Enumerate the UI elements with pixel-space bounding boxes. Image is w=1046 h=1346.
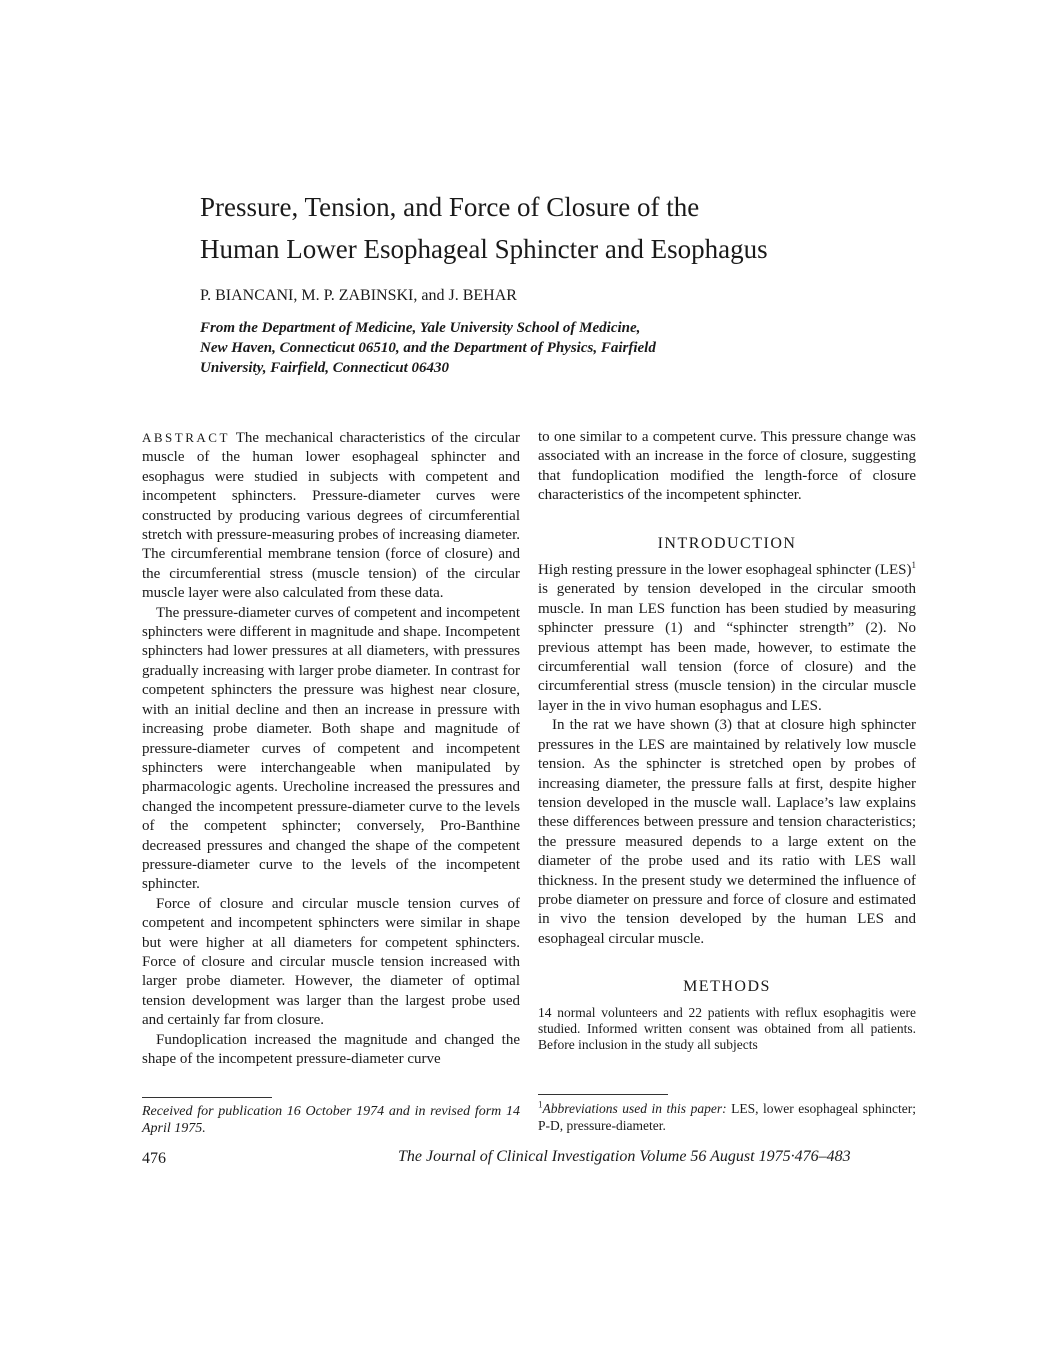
introduction-paragraph-2: In the rat we have shown (3) that at closure high sphincter pressures in the LES are maintained by relatively low muscle tension. As the sphincter is stretched open by probes of increasing diameter, the pressure falls at first, despite higher tension developed in the muscle wall. Laplace’s law explains these differences between pressure and tension characteristics; the pressure measured depends to a large extent on the diameter of the probe used and its ratio with LES wall thickness. In the present study we determined the influence of probe diameter on pressure and force of closure and estimated in vivo the tension developed by the human LES and esophageal circular muscle. <box>538 717 916 947</box>
page-number: 476 <box>142 1150 166 1167</box>
affiliation-line-2: New Haven, Connecticut 06510, and the Department of Physics, Fairfield <box>200 340 656 356</box>
abstract-paragraph-4: Fundoplication increased the magnitude and changed the shape of the incompetent pressure-diameter curve <box>142 1031 520 1067</box>
methods-heading: METHODS <box>683 978 771 996</box>
title-line-2: Human Lower Esophageal Sphincter and Esophagus <box>200 234 768 264</box>
introduction-paragraph-1: High resting pressure in the lower esophageal sphincter (LES)$^1$ is generated by tension developed in the circular smooth muscle. In man LES function has been studied by measuring sphincter pressure (1) and “sphincter strength” (2). No previous attempt has been made, however, to estimate the circumferential wall tension (force of closure) and the circumferential stress (muscle tension) in the circular muscle layer in the in vivo human esophagus and LES. <box>538 560 916 714</box>
author-list: P. BIANCANI, M. P. ZABINSKI, and J. BEHAR <box>200 287 517 304</box>
received-footnote: Received for publication 16 October 1974 and in revised form 14 April 1975. <box>142 1104 520 1136</box>
introduction-heading: INTRODUCTION <box>657 534 797 552</box>
affiliation <box>200 318 920 378</box>
affiliation-line-1: From the Department of Medicine, Yale University School of Medicine, <box>200 320 641 336</box>
abstract-continuation: to one similar to a competent curve. This pressure change was associated with an increase in the force of closure, suggesting that fundoplication modified the length-force of closure characteristics of the incompetent sphincter. <box>538 429 916 504</box>
title-line-1: Pressure, Tension, and Force of Closure of the <box>200 192 700 222</box>
affiliation-line-3: University, Fairfield, Connecticut 06430 <box>200 360 450 376</box>
abstract-paragraph-2: The pressure-diameter curves of competent and incompetent sphincters were different in magnitude and shape. Incompetent sphincters had lower pressures at all diameters, with pressures gradually increasing with larger probe diameter. In contrast for competent sphincters the pressure was highest near closure, with an initial decline and then an increase in pressure with increasing probe diameter. Both shape and magnitude of pressure-diameter curves of competent and incompetent sphincters were interchangeable when manipulated by pharmacologic agents. Urecholine increased the pressures and changed the incompetent pressure-diameter curve to the levels of the competent sphincter; conversely, Pro-Banthine decreased pressures and changed the shape of the competent pressure-diameter curve to the levels of the incompetent sphincter. <box>142 604 520 893</box>
abstract-paragraph-1 <box>142 428 520 604</box>
footnote-rule-left <box>142 1097 272 1098</box>
footnote-marker: 1 <box>911 560 916 571</box>
abbreviations-footnote: $^1$Abbreviations used in this paper: LES, lower esophageal sphincter; P-D, pressure-diameter. <box>538 1099 916 1133</box>
left-column <box>142 428 520 1069</box>
paper-title <box>200 186 960 270</box>
journal-citation: The Journal of Clinical Investigation Volume 56 August 1975·476–483 <box>398 1148 851 1165</box>
abstract-p1-text: The mechanical characteristics of the circular muscle of the human lower esophageal sphincter and esophagus were studied in subjects with competent and incompetent sphincters. Pressure-diameter curves were constructed by producing various degrees of circumferential stretch with pressure-measuring probes of increasing diameter. The circumferential membrane tension (force of closure) and the circumferential stress (muscle tension) of the circular muscle layer were also calculated from these data. <box>142 430 521 602</box>
right-column <box>538 428 916 1053</box>
footnote-rule-right <box>538 1094 668 1095</box>
abstract-paragraph-3: Force of closure and circular muscle tension curves of competent and incompetent sphincters were similar in shape but were higher at all diameters for competent sphincters. Force of closure and circular muscle tension increased with larger probe diameter. However, the diameter of optimal tension development was larger than the largest probe used and certainly far from closure. <box>142 895 520 1029</box>
abstract-label: ABSTRACT <box>142 430 230 445</box>
methods-paragraph: 14 normal volunteers and 22 patients with reflux esophagitis were studied. Informed written consent was obtained from all patients. Before inclusion in the study all subjects <box>538 1004 916 1052</box>
